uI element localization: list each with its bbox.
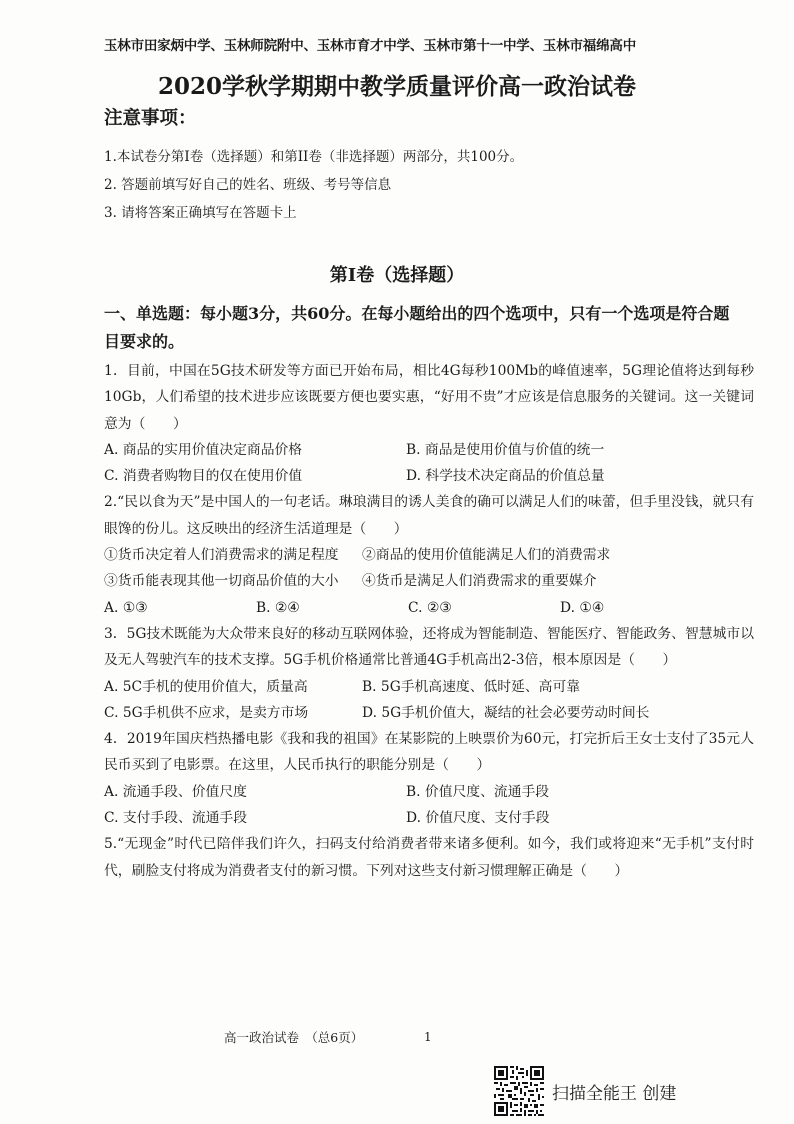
option-row (104, 805, 754, 831)
notice-heading: 注意事项： (104, 108, 197, 129)
option-a: A. ①③ (104, 599, 148, 616)
notice-item: 1.本试卷分第Ⅰ卷（选择题）和第II卷（非选择题）两部分，共100分。 (104, 149, 524, 165)
option-row (104, 779, 754, 805)
question-list (104, 358, 754, 884)
option-c: C. ②③ (408, 599, 452, 616)
question-stem: 2.“民以食为天”是中国人的一句老话。琳琅满目的诱人美食的确可以满足人们的味蕾，但手里没钱，就只有眼馋的份儿。这反映出的经济生活道理是（ ） (104, 494, 754, 537)
question-2 (104, 489, 754, 620)
option-a: A. 5C手机的使用价值大，质量高 (104, 678, 308, 695)
option-c: C. 消费者购物目的仅在使用价值 (104, 468, 303, 485)
option-row (104, 700, 754, 726)
option-a: A. 商品的实用价值决定商品价格 (104, 441, 303, 458)
option-c: C. 5G手机供不应求，是卖方市场 (104, 704, 309, 721)
question-5 (104, 831, 754, 884)
page-footer: 高一政治试卷 （总6页） (224, 1030, 364, 1045)
question-4 (104, 726, 754, 831)
option-d: D. ①④ (560, 599, 605, 616)
section-title: 第Ⅰ卷（选择题） (329, 265, 465, 286)
question-stem: 5.“无现金”时代已陪伴我们许久，扫码支付给消费者带来诸多便利。如今，我们或将迎来“无手机”支付时代，刷脸支付将成为消费者支付的新习惯。下列对这些支付新习惯理解正确是（ ） (104, 836, 754, 879)
statement-2: ②商品的使用价值能满足人们的消费需求 (362, 547, 611, 564)
question-1 (104, 358, 754, 489)
option-row (104, 437, 754, 463)
section-instructions: 一、单选题：每小题3分，共60分。在每小题给出的四个选项中，只有一个选项是符合题目要求的。 (104, 304, 730, 351)
question-stem: 1．目前，中国在5G技术研发等方面已开始布局，相比4G每秒100Mb的峰值速率，5G理论值将达到每秒10Gb，人们希望的技术进步应该既要方便也要实惠，“好用不贵”才应该是信息服务的关键词。这一关键词意为（ ） (104, 363, 754, 432)
option-b: B. 商品是使用价值与价值的统一 (406, 441, 605, 458)
qr-code-icon (494, 1066, 544, 1116)
option-row (104, 674, 754, 700)
page-number: 1 (424, 1030, 432, 1044)
option-row (104, 463, 754, 489)
notice-item: 2. 答题前填写好自己的姓名、班级、考号等信息 (104, 177, 392, 193)
question-3 (104, 621, 754, 726)
question-stem: 3．5G技术既能为大众带来良好的移动互联网体验，还将成为智能制造、智能医疗、智能政务、智慧城市以及无人驾驶汽车的技术支撑。5G手机价格通常比普通4G手机高出2-3倍，根本原因是（ ） (104, 625, 754, 669)
option-a: A. 流通手段、价值尺度 (104, 783, 247, 800)
question-stem: 4．2019年国庆档热播电影《我和我的祖国》在某影院的上映票价为60元，打完折后王女士支付了35元人民币买到了电影票。在这里，人民币执行的职能分别是（ ） (104, 731, 754, 774)
statement-row (104, 568, 754, 594)
option-d: D. 5G手机价值大，凝结的社会必要劳动时间长 (362, 704, 650, 721)
scanner-stamp (494, 1066, 676, 1116)
notice-list (104, 147, 744, 231)
option-row (104, 595, 754, 621)
exam-title: 2020学秋学期期中教学质量评价高一政治试卷 (157, 73, 636, 100)
statement-1: ①货币决定着人们消费需求的满足程度 (104, 547, 339, 564)
option-b: B. ②④ (256, 599, 300, 616)
school-list: 玉林市田家炳中学、玉林师院附中、玉林市育才中学、玉林市第十一中学、玉林市福绵高中 (104, 38, 636, 54)
scanner-watermark-text: 扫描全能王 创建 (552, 1083, 677, 1104)
option-b: B. 5G手机高速度、低时延、高可靠 (362, 678, 581, 695)
statement-3: ③货币能表现其他一切商品价值的大小 (104, 573, 339, 590)
option-d: D. 科学技术决定商品的价值总量 (406, 468, 605, 485)
option-d: D. 价值尺度、支付手段 (406, 810, 550, 827)
statement-row (104, 542, 754, 568)
notice-item: 3. 请将答案正确填写在答题卡上 (104, 205, 297, 221)
option-b: B. 价值尺度、流通手段 (406, 783, 550, 800)
option-c: C. 支付手段、流通手段 (104, 810, 248, 827)
statement-4: ④货币是满足人们消费需求的重要媒介 (362, 573, 597, 590)
